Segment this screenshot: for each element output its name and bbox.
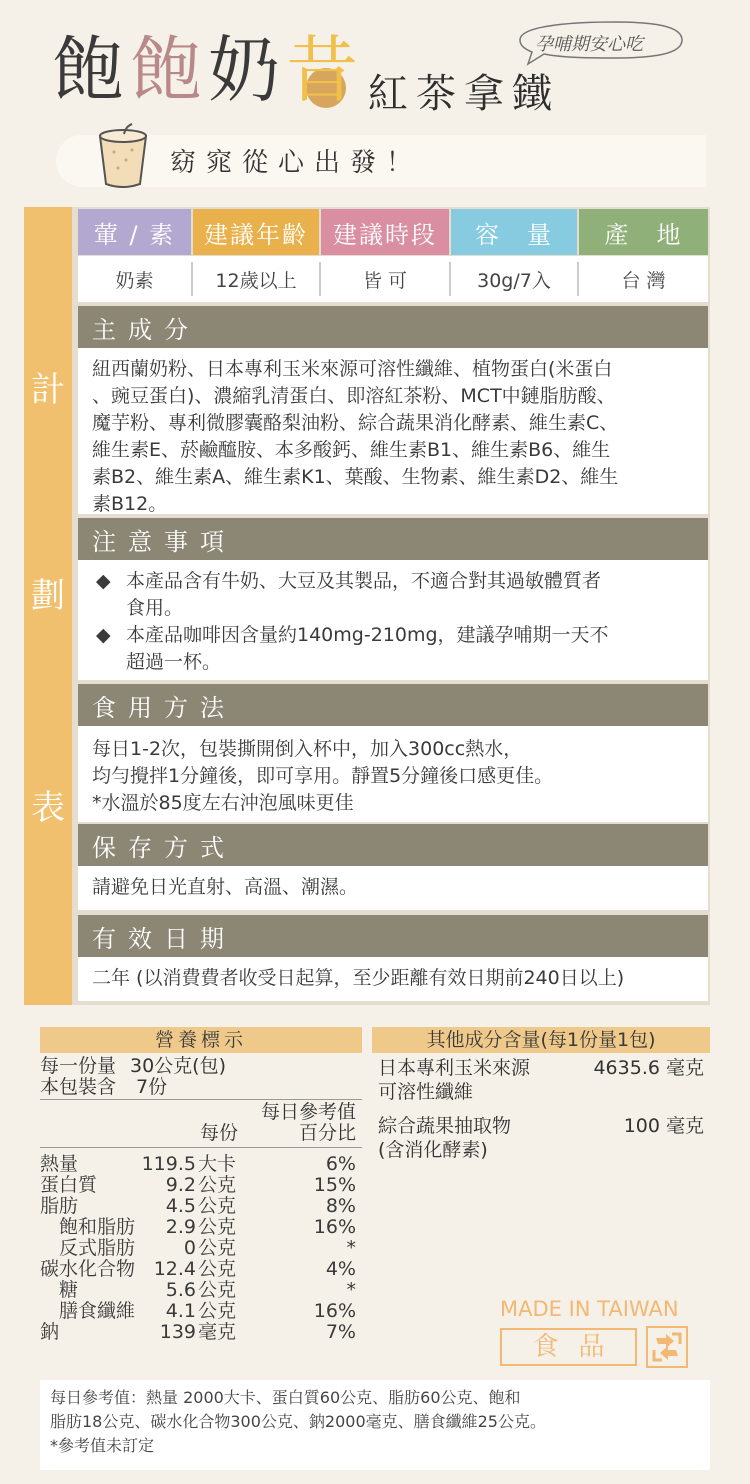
nutrition-row — [40, 1259, 362, 1280]
ingredients-header: 主成分 — [78, 306, 708, 348]
col-daily-1: 每日參考值 — [260, 1101, 356, 1123]
usage-line: *水溫於85度左右沖泡風味更佳 — [92, 792, 354, 814]
footnote — [40, 1380, 710, 1470]
usage-line: 均勻攪拌1分鐘後，即可享用。靜置5分鐘後口感更佳。 — [92, 765, 554, 787]
food-badge: 食品 — [500, 1328, 637, 1366]
usage-body — [78, 726, 708, 822]
title-char-4: 昔 — [286, 28, 359, 112]
divider — [191, 262, 193, 296]
other-item-1-name: 日本專利玉米來源 — [378, 1057, 531, 1079]
ingredients-line: 、豌豆蛋白)、濃縮乳清蛋白、即溶紅茶粉、MCT中鏈脂肪酸、 — [92, 385, 616, 407]
flavor-name: 紅茶拿鐵 — [368, 71, 560, 117]
expiry-body — [78, 957, 708, 1001]
nutrient-pct: 8% — [325, 1195, 356, 1217]
storage-text: 請避免日光直射、高溫、潮濕。 — [92, 876, 359, 898]
nutrient-name: 脂肪 — [40, 1195, 79, 1217]
usage-header: 食用方法 — [78, 684, 708, 726]
made-in-taiwan: MADE IN TAIWAN — [500, 1297, 679, 1321]
nutrient-value: 139 — [159, 1321, 196, 1343]
nutrition-row — [40, 1217, 362, 1238]
nutrition-row — [40, 1280, 362, 1301]
divider — [40, 1099, 362, 1100]
nutrient-pct: 16% — [313, 1216, 356, 1238]
nutrition-row — [40, 1301, 362, 1322]
nutrient-name: 飽和脂肪 — [40, 1216, 136, 1238]
nutrient-unit: 公克 — [198, 1300, 237, 1322]
nutrient-unit: 公克 — [198, 1195, 237, 1217]
notice-line: 本產品咖啡因含量約140mg-210mg，建議孕哺期一天不 — [126, 624, 609, 646]
bubble-text: 孕哺期安心吃 — [535, 34, 643, 55]
storage-body — [78, 866, 708, 910]
nutrient-pct: 15% — [313, 1174, 356, 1196]
servings-value: 7份 — [136, 1076, 168, 1098]
nutrient-name: 熱量 — [40, 1153, 79, 1175]
cup-icon — [92, 122, 154, 190]
nutrition-row — [40, 1154, 362, 1175]
nutrient-name: 糖 — [40, 1279, 79, 1301]
other-item-1-name-2: 可溶性纖維 — [378, 1081, 474, 1103]
value-time: 皆 可 — [321, 256, 449, 302]
notice-line: 超過一杯。 — [126, 651, 222, 673]
col-per-serving: 每份 — [199, 1122, 238, 1144]
notice-line: 本產品含有牛奶、大豆及其製品，不適合對其過敏體質者 — [126, 570, 602, 592]
header-capacity: 容 量 — [451, 209, 577, 255]
footnote-line: *參考值未訂定 — [50, 1436, 155, 1455]
side-char-1: 計 — [31, 370, 65, 410]
ingredients-line: 素B2、維生素A、維生素K1、葉酸、生物素、維生素D2、維生 — [92, 466, 619, 488]
nutrient-unit: 公克 — [198, 1174, 237, 1196]
nutrition-row — [40, 1175, 362, 1196]
nutrient-pct: * — [346, 1279, 356, 1301]
nutrient-unit: 公克 — [198, 1258, 237, 1280]
nutrient-value: 12.4 — [153, 1258, 196, 1280]
col-daily-2: 百分比 — [298, 1122, 356, 1144]
nutrition-row — [40, 1238, 362, 1259]
expiry-header: 有效日期 — [78, 915, 708, 957]
title-char-2: 飽 — [130, 28, 203, 112]
nutrient-value: 5.6 — [165, 1279, 196, 1301]
divider — [449, 262, 451, 296]
nutrient-unit: 公克 — [198, 1216, 237, 1238]
divider — [319, 262, 321, 296]
nutrient-unit: 公克 — [198, 1279, 237, 1301]
side-char-2: 劃 — [31, 576, 65, 616]
divider — [577, 262, 579, 296]
nutrient-name: 碳水化合物 — [40, 1258, 136, 1280]
nutrient-pct: 6% — [325, 1153, 356, 1175]
diamond-bullet-icon: ◆ — [96, 624, 111, 646]
value-diet: 奶素 — [78, 256, 191, 302]
nutrient-name: 反式脂肪 — [40, 1237, 136, 1259]
nutrient-name: 蛋白質 — [40, 1174, 98, 1196]
nutrient-value: 9.2 — [165, 1174, 196, 1196]
nutrient-unit: 毫克 — [198, 1321, 237, 1343]
nutrient-value: 4.5 — [165, 1195, 196, 1217]
recycle-icon — [646, 1326, 688, 1368]
value-origin: 台 灣 — [579, 256, 708, 302]
ingredients-line: 紐西蘭奶粉、日本專利玉米來源可溶性纖維、植物蛋白(米蛋白 — [92, 358, 613, 380]
ingredients-line: 魔芋粉、專利微膠囊酪梨油粉、綜合蔬果消化酵素、維生素C、 — [92, 412, 619, 434]
nutrition-row — [40, 1196, 362, 1217]
storage-header: 保存方式 — [78, 824, 708, 866]
header-age: 建議年齡 — [193, 209, 319, 255]
slogan: 窈窕從心出發！ — [170, 148, 423, 178]
ingredients-line: 維生素E、菸鹼醯胺、本多酸鈣、維生素B1、維生素B6、維生 — [92, 439, 611, 461]
notice-line: 食用。 — [126, 597, 184, 619]
divider — [40, 1147, 362, 1148]
value-capacity: 30g/7入 — [451, 256, 577, 302]
notice-item — [96, 568, 694, 622]
footnote-line: 每日參考值：熱量 2000大卡、蛋白質60公克、脂肪60公克、飽和 — [50, 1388, 521, 1407]
side-char-3: 表 — [31, 788, 65, 828]
nutrition-title: 營養標示 — [40, 1027, 362, 1053]
nutrient-unit: 公克 — [198, 1237, 237, 1259]
nutrient-name: 鈉 — [40, 1321, 60, 1343]
servings-label: 本包裝含 — [40, 1076, 117, 1098]
nutrient-pct: 4% — [325, 1258, 356, 1280]
nutrient-value: 2.9 — [165, 1216, 196, 1238]
nutrient-pct: 7% — [325, 1321, 356, 1343]
serving-value: 30公克(包) — [130, 1055, 227, 1077]
nutrient-name: 膳食纖維 — [40, 1300, 136, 1322]
ingredients-line: 素B12。 — [92, 493, 168, 515]
diamond-bullet-icon: ◆ — [96, 570, 111, 592]
nutrient-value: 0 — [183, 1237, 196, 1259]
header-origin: 產 地 — [579, 209, 708, 255]
nutrient-value: 4.1 — [165, 1300, 196, 1322]
nutrient-unit: 大卡 — [198, 1153, 237, 1175]
other-item-2-name: 綜合蔬果抽取物 — [378, 1115, 512, 1137]
header-diet: 葷 / 素 — [78, 209, 191, 255]
other-item-2-value: 100 毫克 — [623, 1115, 704, 1137]
title-char-3: 奶 — [208, 28, 281, 112]
value-age: 12歲以上 — [193, 256, 319, 302]
notice-body — [78, 560, 708, 680]
ingredients-body — [78, 348, 708, 514]
notice-item — [96, 622, 694, 676]
title-char-1: 飽 — [52, 28, 125, 112]
serving-label: 每一份量 — [40, 1055, 117, 1077]
expiry-text: 二年 (以消費費者收受日起算，至少距離有效日期前240日以上) — [92, 967, 625, 989]
nutrient-value: 119.5 — [141, 1153, 196, 1175]
nutrient-pct: * — [346, 1237, 356, 1259]
nutrition-row — [40, 1322, 362, 1343]
other-item-2-name-2: (含消化酵素) — [378, 1139, 488, 1161]
nutrient-pct: 16% — [313, 1300, 356, 1322]
notice-header: 注意事項 — [78, 518, 708, 560]
other-item-1-value: 4635.6 毫克 — [593, 1057, 704, 1079]
other-ingredients-title: 其他成分含量(每1份量1包) — [372, 1027, 710, 1053]
header-time: 建議時段 — [321, 209, 449, 255]
usage-line: 每日1-2次，包裝撕開倒入杯中，加入300cc熱水， — [92, 738, 523, 760]
footnote-line: 脂肪18公克、碳水化合物300公克、鈉2000毫克、膳食纖維25公克。 — [50, 1412, 546, 1431]
